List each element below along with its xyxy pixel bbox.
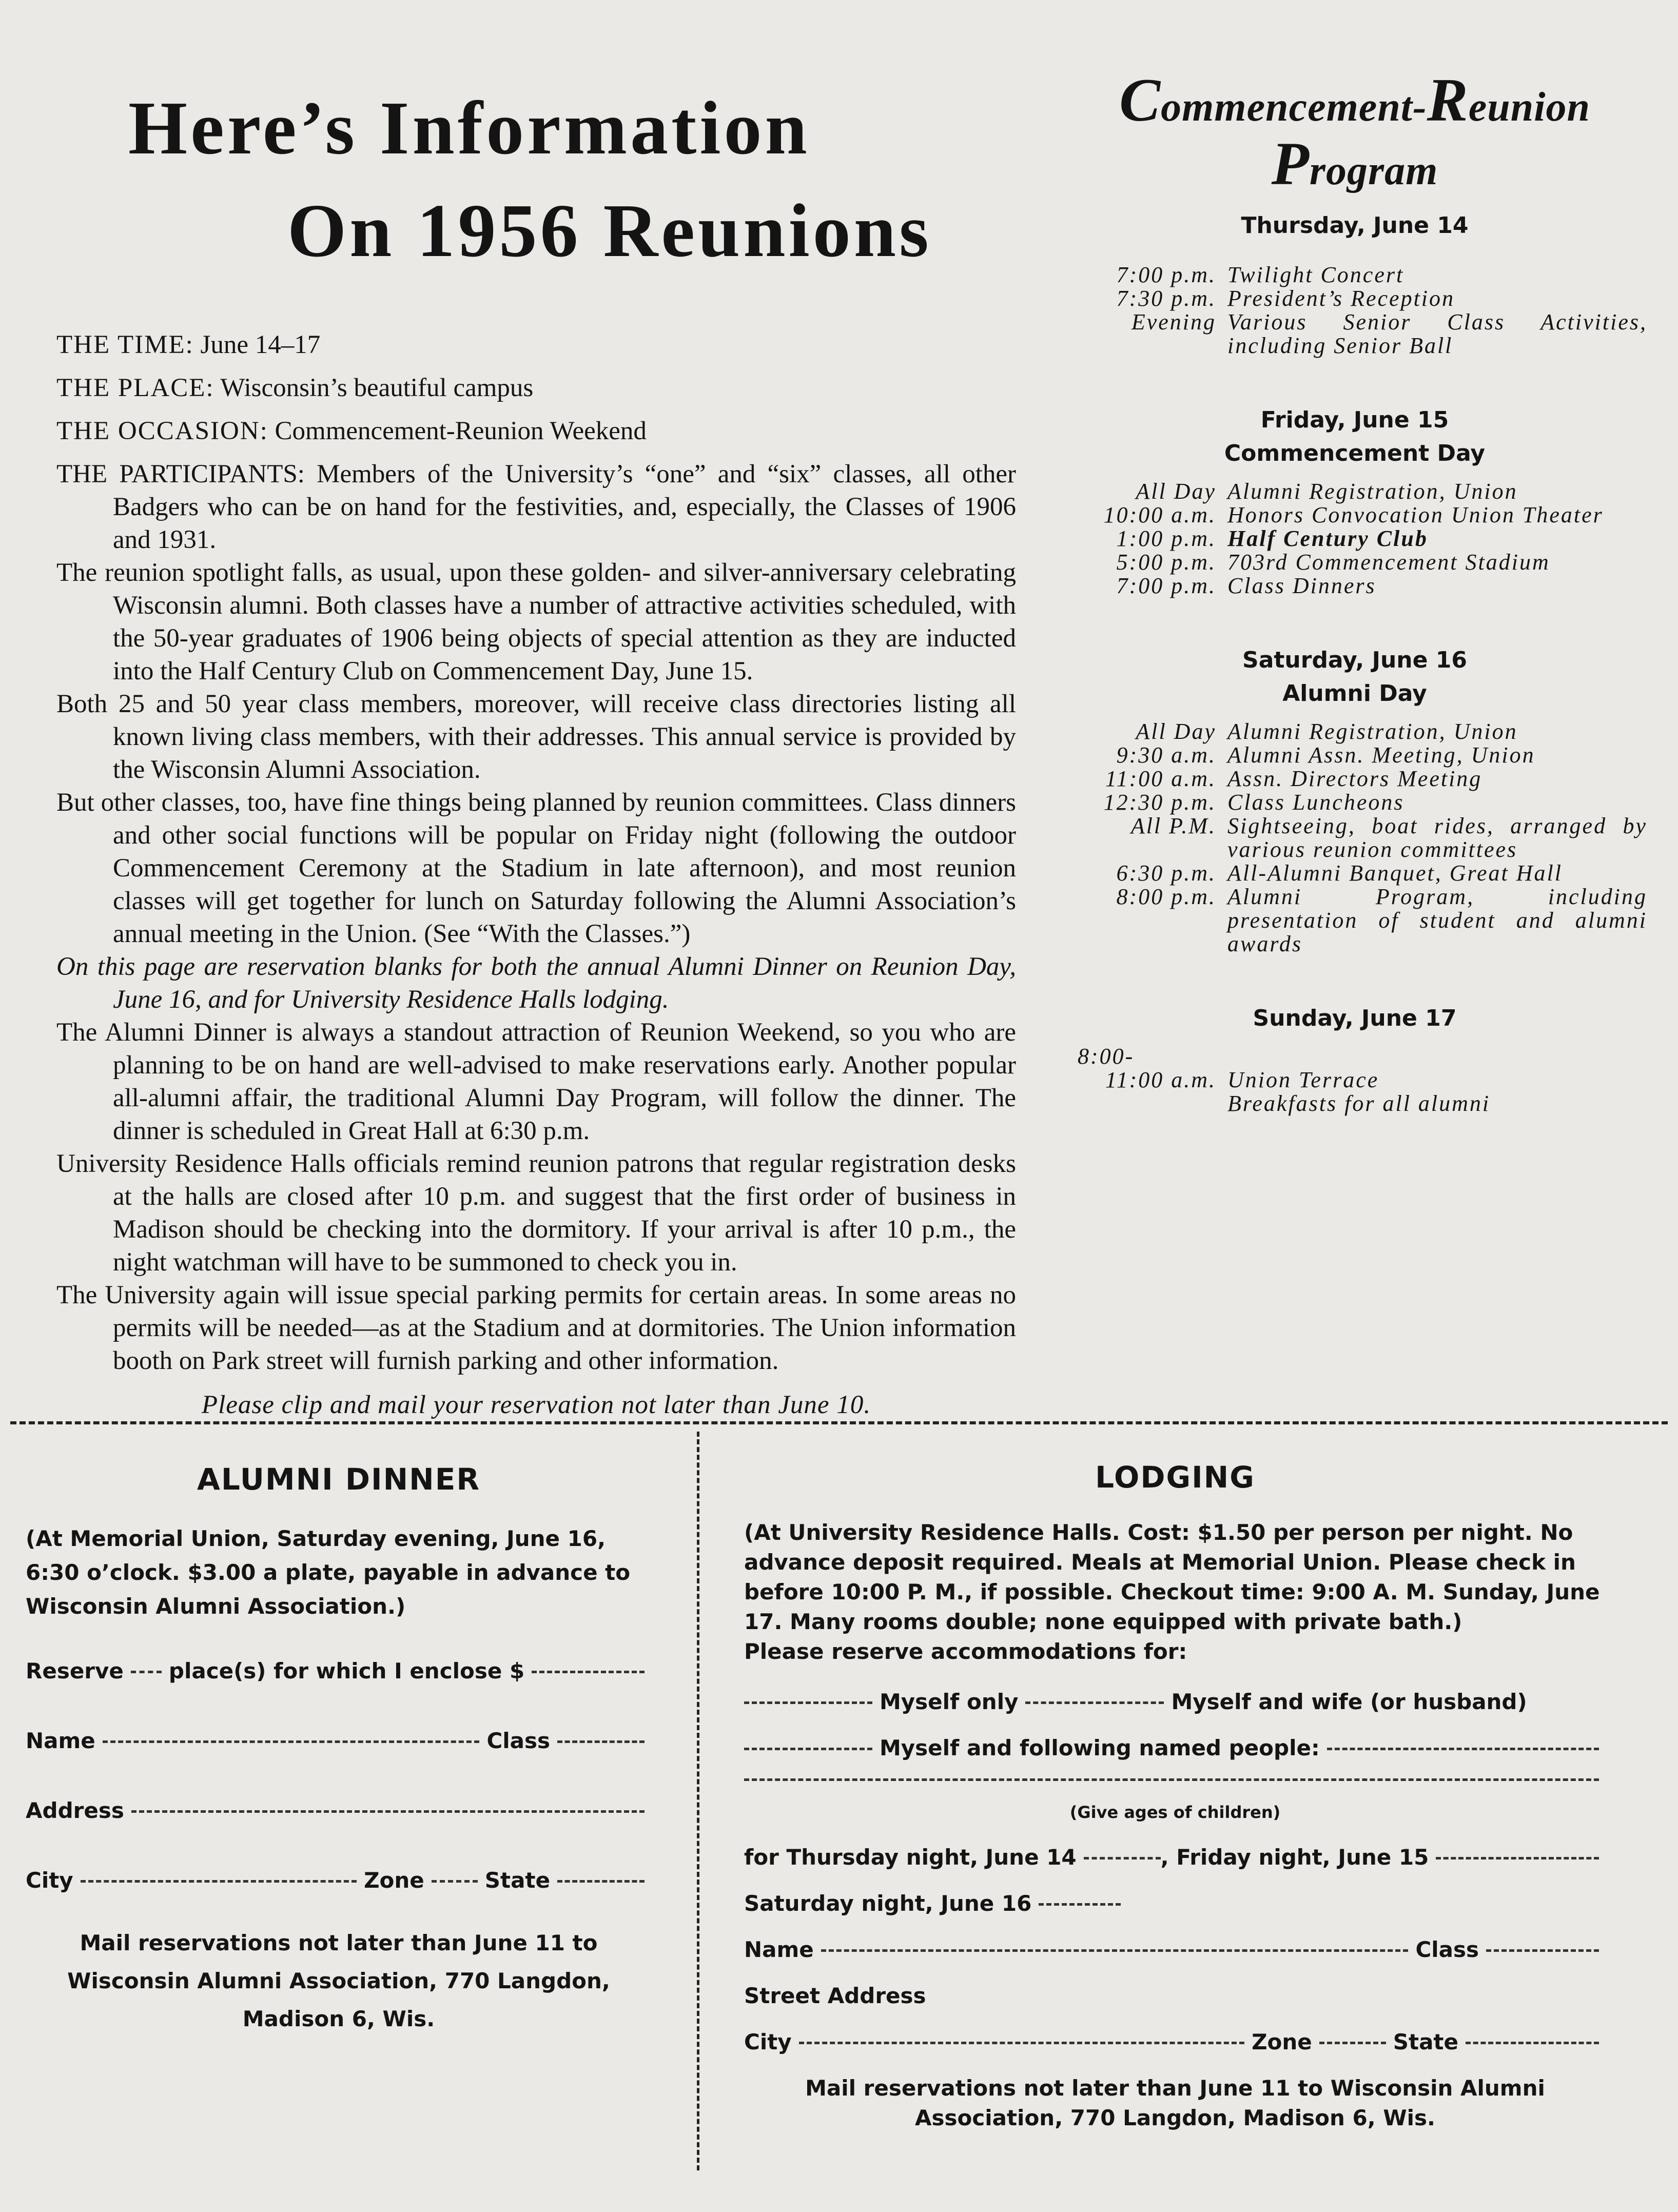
dinner-city-field[interactable]	[81, 1880, 357, 1883]
headline-line-2: On 1956 Reunions	[287, 189, 932, 273]
sunday-heading: Sunday, June 17	[1253, 1005, 1457, 1031]
event-time: 5:00 p.m.	[1116, 550, 1216, 575]
event-desc: Various Senior Class Activities, including Senior Ball	[1227, 309, 1647, 358]
program-title-p: P	[1271, 129, 1310, 198]
event-time: 11:00 a.m.	[1105, 1067, 1216, 1092]
program-title-line-2	[1062, 129, 1647, 199]
event-time: All Day	[1136, 479, 1216, 504]
lodging-name-field[interactable]	[821, 1949, 1409, 1952]
lodging-city-field[interactable]	[799, 2042, 1244, 2044]
dinner-city-label: City	[26, 1868, 73, 1893]
event-desc: Sightseeing, boat rides, arranged by various reunion committees	[1227, 813, 1647, 862]
lodging-zone-field[interactable]	[1319, 2042, 1386, 2044]
event-time: 10:00 a.m.	[1103, 502, 1216, 527]
event-time: 12:30 p.m.	[1103, 790, 1216, 815]
lodging-coupon	[744, 1462, 1606, 2133]
lodging-description: (At University Residence Halls. Cost: $1.50 per person per night. No advance deposit required. Meals at Memorial Union. Please check in before 10:00 P. M., if possible. Checkout time: 9:00 A. M. Sunday, June 17. Many rooms double; none equipped with private bath.)	[744, 1520, 1600, 1634]
event-desc: Breakfasts for all alumni	[1227, 1091, 1491, 1116]
event-row	[1062, 767, 1647, 791]
following-names-field[interactable]	[1327, 1748, 1599, 1750]
ages-note: (Give ages of children)	[1069, 1803, 1281, 1822]
event-time: All Day	[1136, 719, 1216, 744]
cut-line-vertical	[697, 1432, 699, 2170]
event-row	[1062, 310, 1647, 358]
event-row	[1062, 574, 1647, 598]
dinner-zone-label: Zone	[364, 1868, 424, 1893]
lodging-class-label: Class	[1415, 1937, 1479, 1962]
dinner-reserve-label: Reserve	[26, 1658, 124, 1684]
lodging-option-row-1	[744, 1687, 1606, 1717]
dinner-class-field[interactable]	[557, 1740, 645, 1743]
cut-line-horizontal	[10, 1421, 1668, 1424]
fact-place-key: THE PLACE:	[56, 374, 214, 402]
lodging-reserve-for: Please reserve accommodations for:	[744, 1639, 1187, 1664]
fact-place	[56, 371, 1016, 404]
event-desc: Class Dinners	[1227, 573, 1376, 598]
program-title-line-1	[1062, 66, 1647, 135]
lodging-city-row	[744, 2027, 1606, 2057]
program-title-rogram: rogram	[1309, 148, 1438, 193]
event-time: 8:00-	[1078, 1044, 1135, 1069]
fact-occasion-key: THE OCCASION:	[56, 417, 268, 445]
event-row	[1062, 480, 1647, 503]
lodging-names-row	[744, 1784, 1606, 1786]
street-address-label: Street Address	[744, 1983, 926, 2008]
friday-night-text: Friday night, June 15	[1176, 1845, 1429, 1870]
thursday-night-field[interactable]	[1084, 1857, 1161, 1859]
dinner-class-label: Class	[486, 1728, 550, 1753]
saturday-heading: Saturday, June 16	[1242, 647, 1467, 673]
fact-occasion-value: Commencement-Reunion Weekend	[275, 417, 647, 445]
dinner-name-label: Name	[26, 1728, 95, 1753]
event-time: 7:00 p.m.	[1116, 262, 1216, 287]
event-row	[1062, 720, 1647, 743]
event-row	[1062, 551, 1647, 574]
paragraph-directories: Both 25 and 50 year class members, moreover, will receive class directories listing all known living class members, with their addresses. This annual service is provided by the Wisconsin Alumni Association.	[56, 690, 1016, 784]
paragraph-spotlight: The reunion spotlight falls, as usual, upon these golden- and silver-anniversary celebrating Wisconsin alumni. Both classes have a number of attractive activities scheduled, with the 50-year graduates of 1906 being objects of special attention as they are inducted into the Half Century Club on Commencement Day, June 15.	[56, 558, 1016, 686]
fact-time-key: THE TIME:	[56, 330, 194, 359]
fact-participants-key: THE PARTICIPANTS:	[56, 460, 305, 488]
lodging-state-label: State	[1393, 2029, 1458, 2054]
myself-only-field[interactable]	[744, 1701, 872, 1704]
event-row	[1062, 527, 1647, 551]
headline-line-1: Here’s Information	[128, 86, 810, 170]
lodging-option-row-2	[744, 1733, 1606, 1763]
event-desc: 703rd Commencement Stadium	[1227, 550, 1550, 575]
paragraph-reservation-blanks: On this page are reservation blanks for both the annual Alumni Dinner on Reunion Day, June 16, and for University Residence Halls lodging.	[56, 952, 1016, 1014]
lodging-class-field[interactable]	[1486, 1949, 1599, 1952]
paragraph-other-classes: But other classes, too, have fine things being planned by reunion committees. Class dinners and other social functions will be popular on Friday night (following the outdoor Commencement Ceremony at the Stadium in late afternoon), and most reunion classes will get together for lunch on Saturday following the Alumni Association’s annual meeting in the Union. (See “With the Classes.”)	[56, 788, 1016, 948]
event-desc: Alumni Registration, Union	[1227, 719, 1518, 744]
event-time: 11:00 a.m.	[1105, 766, 1216, 791]
dinner-reserve-row	[26, 1654, 652, 1688]
event-row	[1062, 814, 1647, 862]
event-row	[1062, 263, 1647, 287]
dinner-state-label: State	[484, 1868, 550, 1893]
dinner-places-label: place(s) for which I enclose $	[168, 1658, 525, 1684]
event-desc: Assn. Directors Meeting	[1227, 766, 1482, 791]
event-desc: Alumni Assn. Meeting, Union	[1227, 742, 1535, 768]
myself-wife-label: Myself and wife (or husband)	[1171, 1689, 1527, 1714]
names-continued-field[interactable]	[744, 1778, 1599, 1781]
event-desc: Alumni Program, including presentation of student and alumni awards	[1227, 884, 1647, 956]
lodging-name-row	[744, 1935, 1606, 1965]
event-time: 8:00 p.m.	[1116, 884, 1216, 909]
paragraph-residence-halls: University Residence Halls officials remind reunion patrons that regular registration desks at the halls are closed after 10 p.m. and suggest that the first order of business in Madison should be checking into the dormitory. If your arrival is after 10 p.m., the night watchman will have to be summoned to check you in.	[56, 1149, 1016, 1277]
lodging-city-label: City	[744, 2029, 792, 2054]
article-body	[56, 328, 1016, 1447]
saturday-subheading: Alumni Day	[1282, 680, 1427, 707]
lodging-state-field[interactable]	[1466, 2042, 1599, 2044]
fact-occasion	[56, 415, 1016, 447]
paragraph-parking: The University again will issue special parking permits for certain areas. In some areas no permits will be needed—as at the Stadium and at dormitories. The Union information booth on Park street will furnish parking and other information.	[56, 1281, 1016, 1375]
lodging-zone-label: Zone	[1252, 2029, 1312, 2054]
program-title-c: C	[1119, 66, 1161, 134]
event-row	[1062, 287, 1647, 310]
event-row	[1062, 1092, 1647, 1115]
myself-following-label: Myself and following named people:	[880, 1735, 1320, 1760]
event-time: 7:00 p.m.	[1116, 573, 1216, 598]
event-time: 1:00 p.m.	[1116, 526, 1216, 551]
myself-only-label: Myself only	[880, 1689, 1019, 1714]
event-time: 6:30 p.m.	[1116, 860, 1216, 886]
program-title-r: R	[1427, 66, 1469, 134]
event-row	[1062, 791, 1647, 814]
friday-heading: Friday, June 15	[1260, 407, 1449, 433]
event-desc: Twilight Concert	[1227, 262, 1404, 287]
lodging-nights-row	[744, 1843, 1606, 1872]
dinner-address-row	[26, 1794, 652, 1828]
program-column	[1062, 66, 1647, 1116]
event-row	[1062, 862, 1647, 885]
dinner-places-field[interactable]	[131, 1671, 162, 1673]
event-time: 7:30 p.m.	[1116, 286, 1216, 311]
event-row	[1062, 1068, 1647, 1092]
friday-night-field[interactable]	[1436, 1857, 1599, 1859]
event-time-blank	[1062, 1092, 1227, 1115]
friday-night-label: , Friday night, June 15	[1160, 1845, 1429, 1870]
alumni-dinner-coupon	[26, 1462, 652, 2038]
event-time: 9:30 a.m.	[1116, 742, 1216, 768]
fact-participants-value: Members of the University’s “one” and “six” classes, all other Badgers who can be on hand for the festivities, and, especially, the Classes of 1906 and 1931.	[113, 460, 1016, 554]
lodging-street-row	[744, 1981, 1606, 2011]
dinner-amount-field[interactable]	[532, 1671, 645, 1673]
friday-subheading: Commencement Day	[1224, 440, 1486, 466]
event-time: All P.M.	[1130, 813, 1216, 838]
headline	[56, 77, 1031, 282]
dinner-city-row	[26, 1864, 652, 1897]
event-row	[1062, 1045, 1647, 1068]
saturday-night-field[interactable]	[1039, 1903, 1121, 1906]
dinner-mail-note: Mail reservations not later than June 11 to Wisconsin Alumni Association, 770 Langdon, Madison 6, Wis.	[67, 1930, 610, 2031]
dinner-state-field[interactable]	[557, 1880, 645, 1883]
dinner-zone-field[interactable]	[432, 1880, 478, 1883]
program-title-ommencement: ommencement-	[1161, 85, 1427, 130]
lodging-saturday-row	[744, 1889, 1606, 1919]
thursday-heading: Thursday, June 14	[1241, 212, 1469, 239]
dinner-name-row	[26, 1724, 652, 1758]
event-row	[1062, 743, 1647, 767]
event-desc: Class Luncheons	[1227, 790, 1404, 815]
myself-following-field[interactable]	[744, 1748, 872, 1750]
paragraph-alumni-dinner: The Alumni Dinner is always a standout attraction of Reunion Weekend, so you who are planning to be on hand are well-advised to make reservations early. Another popular all-alumni affair, the traditional Alumni Day Program, will follow the dinner. The dinner is scheduled in Great Hall at 6:30 p.m.	[56, 1018, 1016, 1145]
fact-place-value: Wisconsin’s beautiful campus	[220, 374, 534, 402]
thursday-night-label: for Thursday night, June 14	[744, 1845, 1077, 1870]
event-time: Evening	[1131, 309, 1216, 335]
saturday-night-label: Saturday night, June 16	[744, 1891, 1032, 1916]
lodging-mail-note: Mail reservations not later than June 11 to Wisconsin Alumni Association, 770 Langdon, Madison 6, Wis.	[805, 2076, 1545, 2130]
fact-time	[56, 328, 1016, 361]
event-desc: President’s Reception	[1227, 286, 1455, 311]
event-desc: All-Alumni Banquet, Great Hall	[1227, 860, 1563, 886]
dinner-name-field[interactable]	[103, 1740, 480, 1743]
lodging-name-label: Name	[744, 1937, 814, 1962]
event-desc: Union Terrace	[1227, 1067, 1379, 1092]
dinner-title: ALUMNI DINNER	[197, 1462, 480, 1497]
program-title	[1062, 66, 1647, 199]
event-desc: Half Century Club	[1227, 526, 1428, 551]
event-desc: Alumni Registration, Union	[1227, 479, 1518, 504]
program-title-eunion: eunion	[1468, 85, 1590, 130]
event-desc: Honors Convocation Union Theater	[1227, 502, 1604, 527]
dinner-description: (At Memorial Union, Saturday evening, June 16, 6:30 o’clock. $3.00 a plate, payable in advance to Wisconsin Alumni Association.)	[26, 1526, 631, 1619]
lodging-title: LODGING	[1095, 1460, 1255, 1495]
fact-time-value: June 14–17	[200, 330, 321, 359]
fact-participants	[56, 458, 1016, 556]
event-desc-spacer	[1243, 1045, 1647, 1068]
myself-wife-field[interactable]	[1025, 1701, 1164, 1704]
event-row	[1062, 885, 1647, 956]
dinner-address-label: Address	[26, 1798, 124, 1823]
event-row	[1062, 503, 1647, 527]
clip-note: Please clip and mail your reservation not later than June 10.	[201, 1391, 871, 1419]
dinner-address-field[interactable]	[131, 1810, 645, 1813]
